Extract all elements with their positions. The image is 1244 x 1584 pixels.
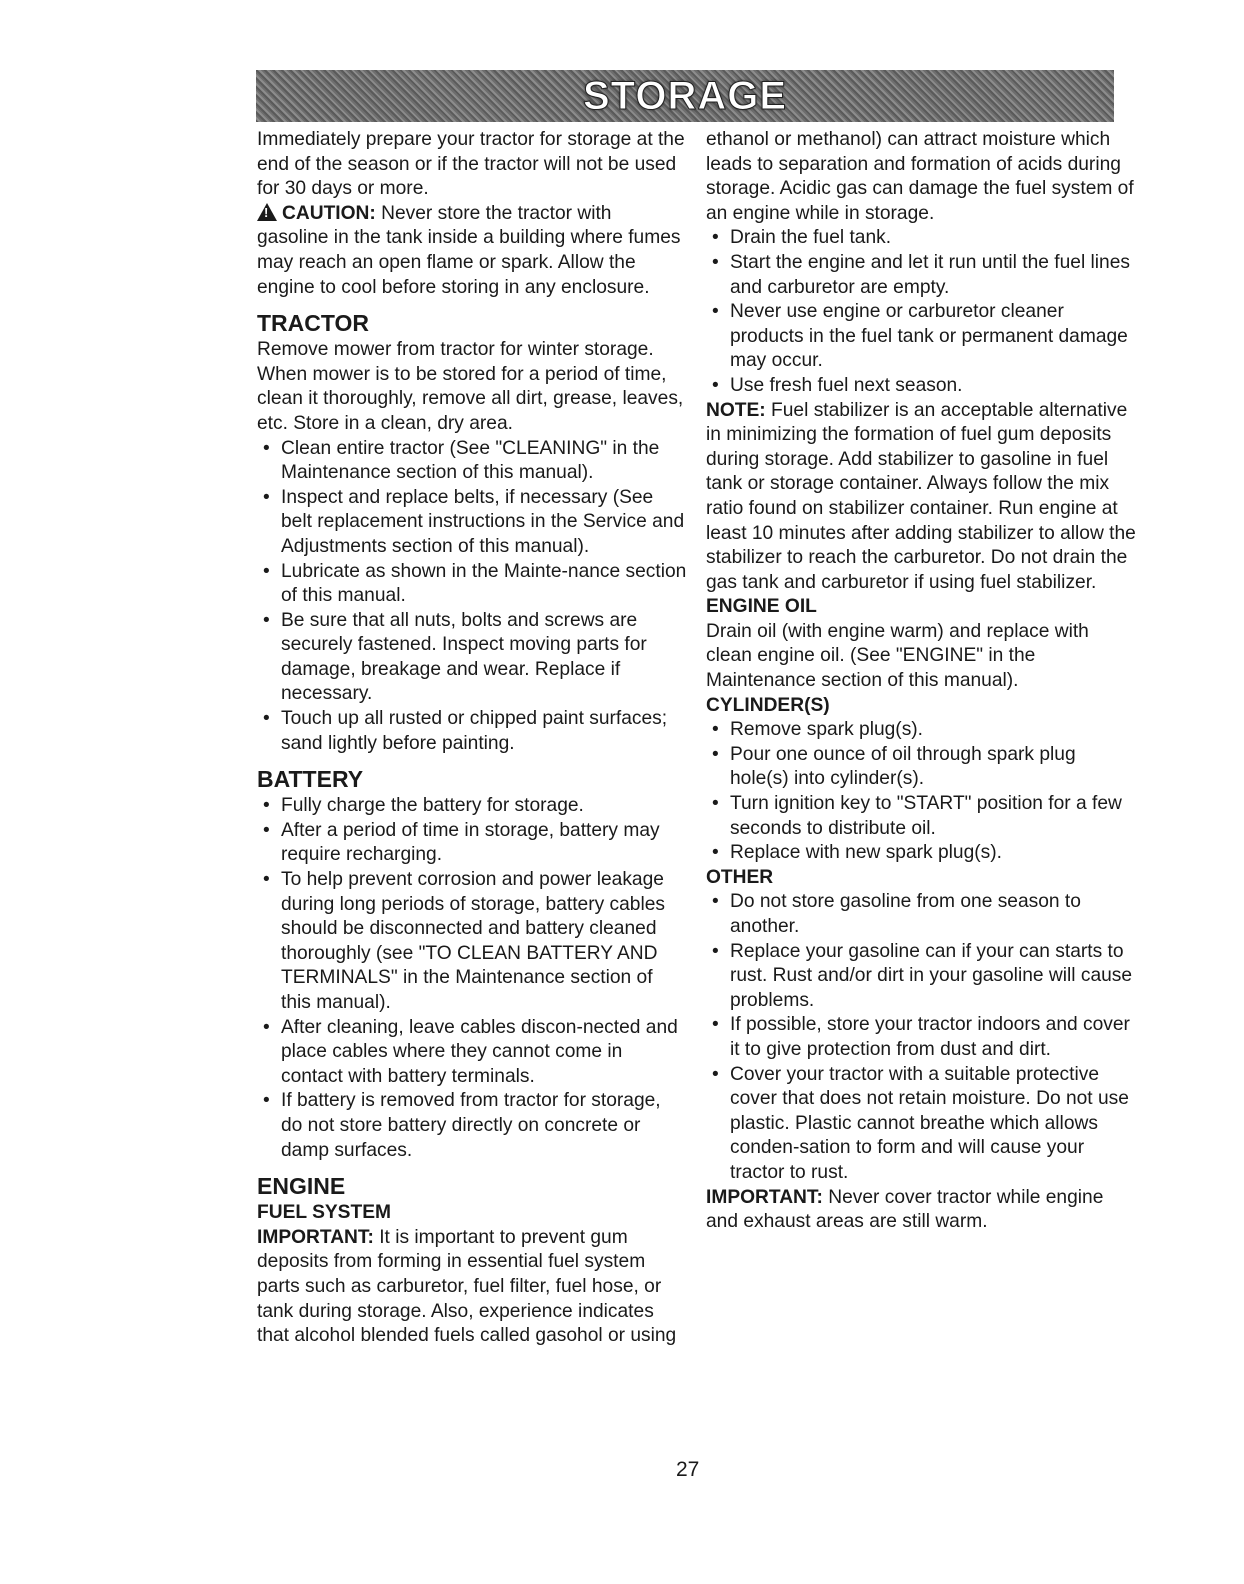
section-banner — [256, 70, 1114, 122]
caution-text: Never store the tractor with gasoline in the tank inside a building where fumes may reach an open flame or spark. Allow the engine to cool before storing in any enclosure. — [257, 202, 681, 298]
list-item: • After cleaning, leave cables discon-nected and place cables where they cannot come in contact with battery terminals. — [257, 1016, 687, 1090]
list-item: • If battery is removed from tractor for storage, do not store battery directly on concrete or damp surfaces. — [257, 1089, 687, 1163]
caution-paragraph — [257, 202, 687, 300]
list-item: • Use fresh fuel next season. — [706, 374, 1136, 399]
note-text: Fuel stabilizer is an acceptable alternative in minimizing the formation of fuel gum deposits during storage. Add stabilizer to gasoline in fuel tank or storage container. Always follow the mix ratio found on stabilizer container. Run engine at least 10 minutes after adding stabilizer to allow the stabilizer to reach the carburetor. Do not drain the gas tank and carburetor if using fuel stabilizer. — [706, 399, 1136, 593]
warning-triangle-icon — [257, 203, 277, 221]
fuel-important-continued: ethanol or methanol) can attract moisture which leads to separation and formation of acids during storage. Acidic gas can damage the fuel system of an engine while in storage. — [706, 129, 1134, 224]
engine-oil-text: Drain oil (with engine warm) and replace with clean engine oil. (See "ENGINE" in the Maintenance section of this manual). — [706, 620, 1089, 692]
important-text: Never cover tractor while engine and exhaust areas are still warm. — [706, 1186, 1104, 1233]
other-list — [706, 890, 1136, 1185]
cylinders-list — [706, 718, 1136, 866]
list-item: • Touch up all rusted or chipped paint surfaces; sand lightly before painting. — [257, 707, 687, 756]
caution-label: CAUTION: — [282, 202, 376, 224]
list-item: • Fully charge the battery for storage. — [257, 794, 687, 819]
list-item: • If possible, store your tractor indoors and cover it to give protection from dust and dirt. — [706, 1013, 1136, 1062]
list-item: • Replace with new spark plug(s). — [706, 841, 1136, 866]
list-item: • Cover your tractor with a suitable protective cover that does not retain moisture. Do not use plastic. Plastic cannot breathe which allows conden-sation to form and will cause your tractor to rust. — [706, 1063, 1136, 1186]
important-label: IMPORTANT: — [706, 1186, 823, 1208]
list-item: • Do not store gasoline from one season to another. — [706, 890, 1136, 939]
list-item: • Replace your gasoline can if your can starts to rust. Rust and/or dirt in your gasoline will cause problems. — [706, 940, 1136, 1014]
list-item: • After a period of time in storage, battery may require recharging. — [257, 819, 687, 868]
list-item: • Clean entire tractor (See "CLEANING" in the Maintenance section of this manual). — [257, 437, 687, 486]
list-item: • To help prevent corrosion and power leakage during long periods of storage, battery cables should be disconnected and battery cleaned thoroughly (see "TO CLEAN BATTERY AND TERMINALS" in the Maintenance section of this manual). — [257, 868, 687, 1016]
list-item: • Inspect and replace belts, if necessary (See belt replacement instructions in the Service and Adjustments section of this manual). — [257, 486, 687, 560]
list-item: • Pour one ounce of oil through spark plug hole(s) into cylinder(s). — [706, 743, 1136, 792]
right-column — [706, 128, 1136, 1235]
battery-heading: BATTERY — [257, 766, 364, 793]
important-label: IMPORTANT: — [257, 1226, 374, 1248]
page-number: 27 — [676, 1458, 700, 1481]
tractor-heading: TRACTOR — [257, 310, 370, 337]
list-item: • Remove spark plug(s). — [706, 718, 1136, 743]
left-column — [257, 128, 687, 1349]
list-item: • Drain the fuel tank. — [706, 226, 1136, 251]
tractor-list — [257, 437, 687, 757]
cylinders-heading: CYLINDER(S) — [706, 694, 830, 716]
important-text: It is important to prevent gum deposits from forming in essential fuel system parts such as carburetor, fuel filter, fuel hose, or tank during storage. Also, experience indicates that alcohol blended fuels called gasohol or using — [257, 1226, 677, 1347]
battery-list — [257, 794, 687, 1163]
engine-heading: ENGINE — [257, 1173, 346, 1200]
list-item: • Never use engine or carburetor cleaner products in the fuel tank or permanent damage may occur. — [706, 300, 1136, 374]
intro-paragraph: Immediately prepare your tractor for storage at the end of the season or if the tractor will not be used for 30 days or more. — [257, 129, 685, 200]
list-item: • Start the engine and let it run until the fuel lines and carburetor are empty. — [706, 251, 1136, 300]
note-label: NOTE: — [706, 399, 766, 421]
tractor-intro: Remove mower from tractor for winter storage. When mower is to be stored for a period of time, clean it thoroughly, remove all dirt, grease, leaves, etc. Store in a clean, dry area. — [257, 339, 684, 434]
fuel-system-heading: FUEL SYSTEM — [257, 1202, 391, 1224]
fuel-important-paragraph — [257, 1226, 687, 1349]
list-item: • Lubricate as shown in the Mainte-nance section of this manual. — [257, 560, 687, 609]
fuel-list — [706, 226, 1136, 398]
list-item: • Turn ignition key to "START" position for a few seconds to distribute oil. — [706, 792, 1136, 841]
note-paragraph — [706, 399, 1136, 596]
other-important-paragraph — [706, 1186, 1136, 1235]
engine-oil-heading: ENGINE OIL — [706, 596, 817, 618]
list-item: • Be sure that all nuts, bolts and screws are securely fastened. Inspect moving parts for damage, breakage and wear. Replace if necessary. — [257, 609, 687, 707]
page-title: STORAGE — [582, 73, 788, 118]
other-heading: OTHER — [706, 866, 774, 888]
